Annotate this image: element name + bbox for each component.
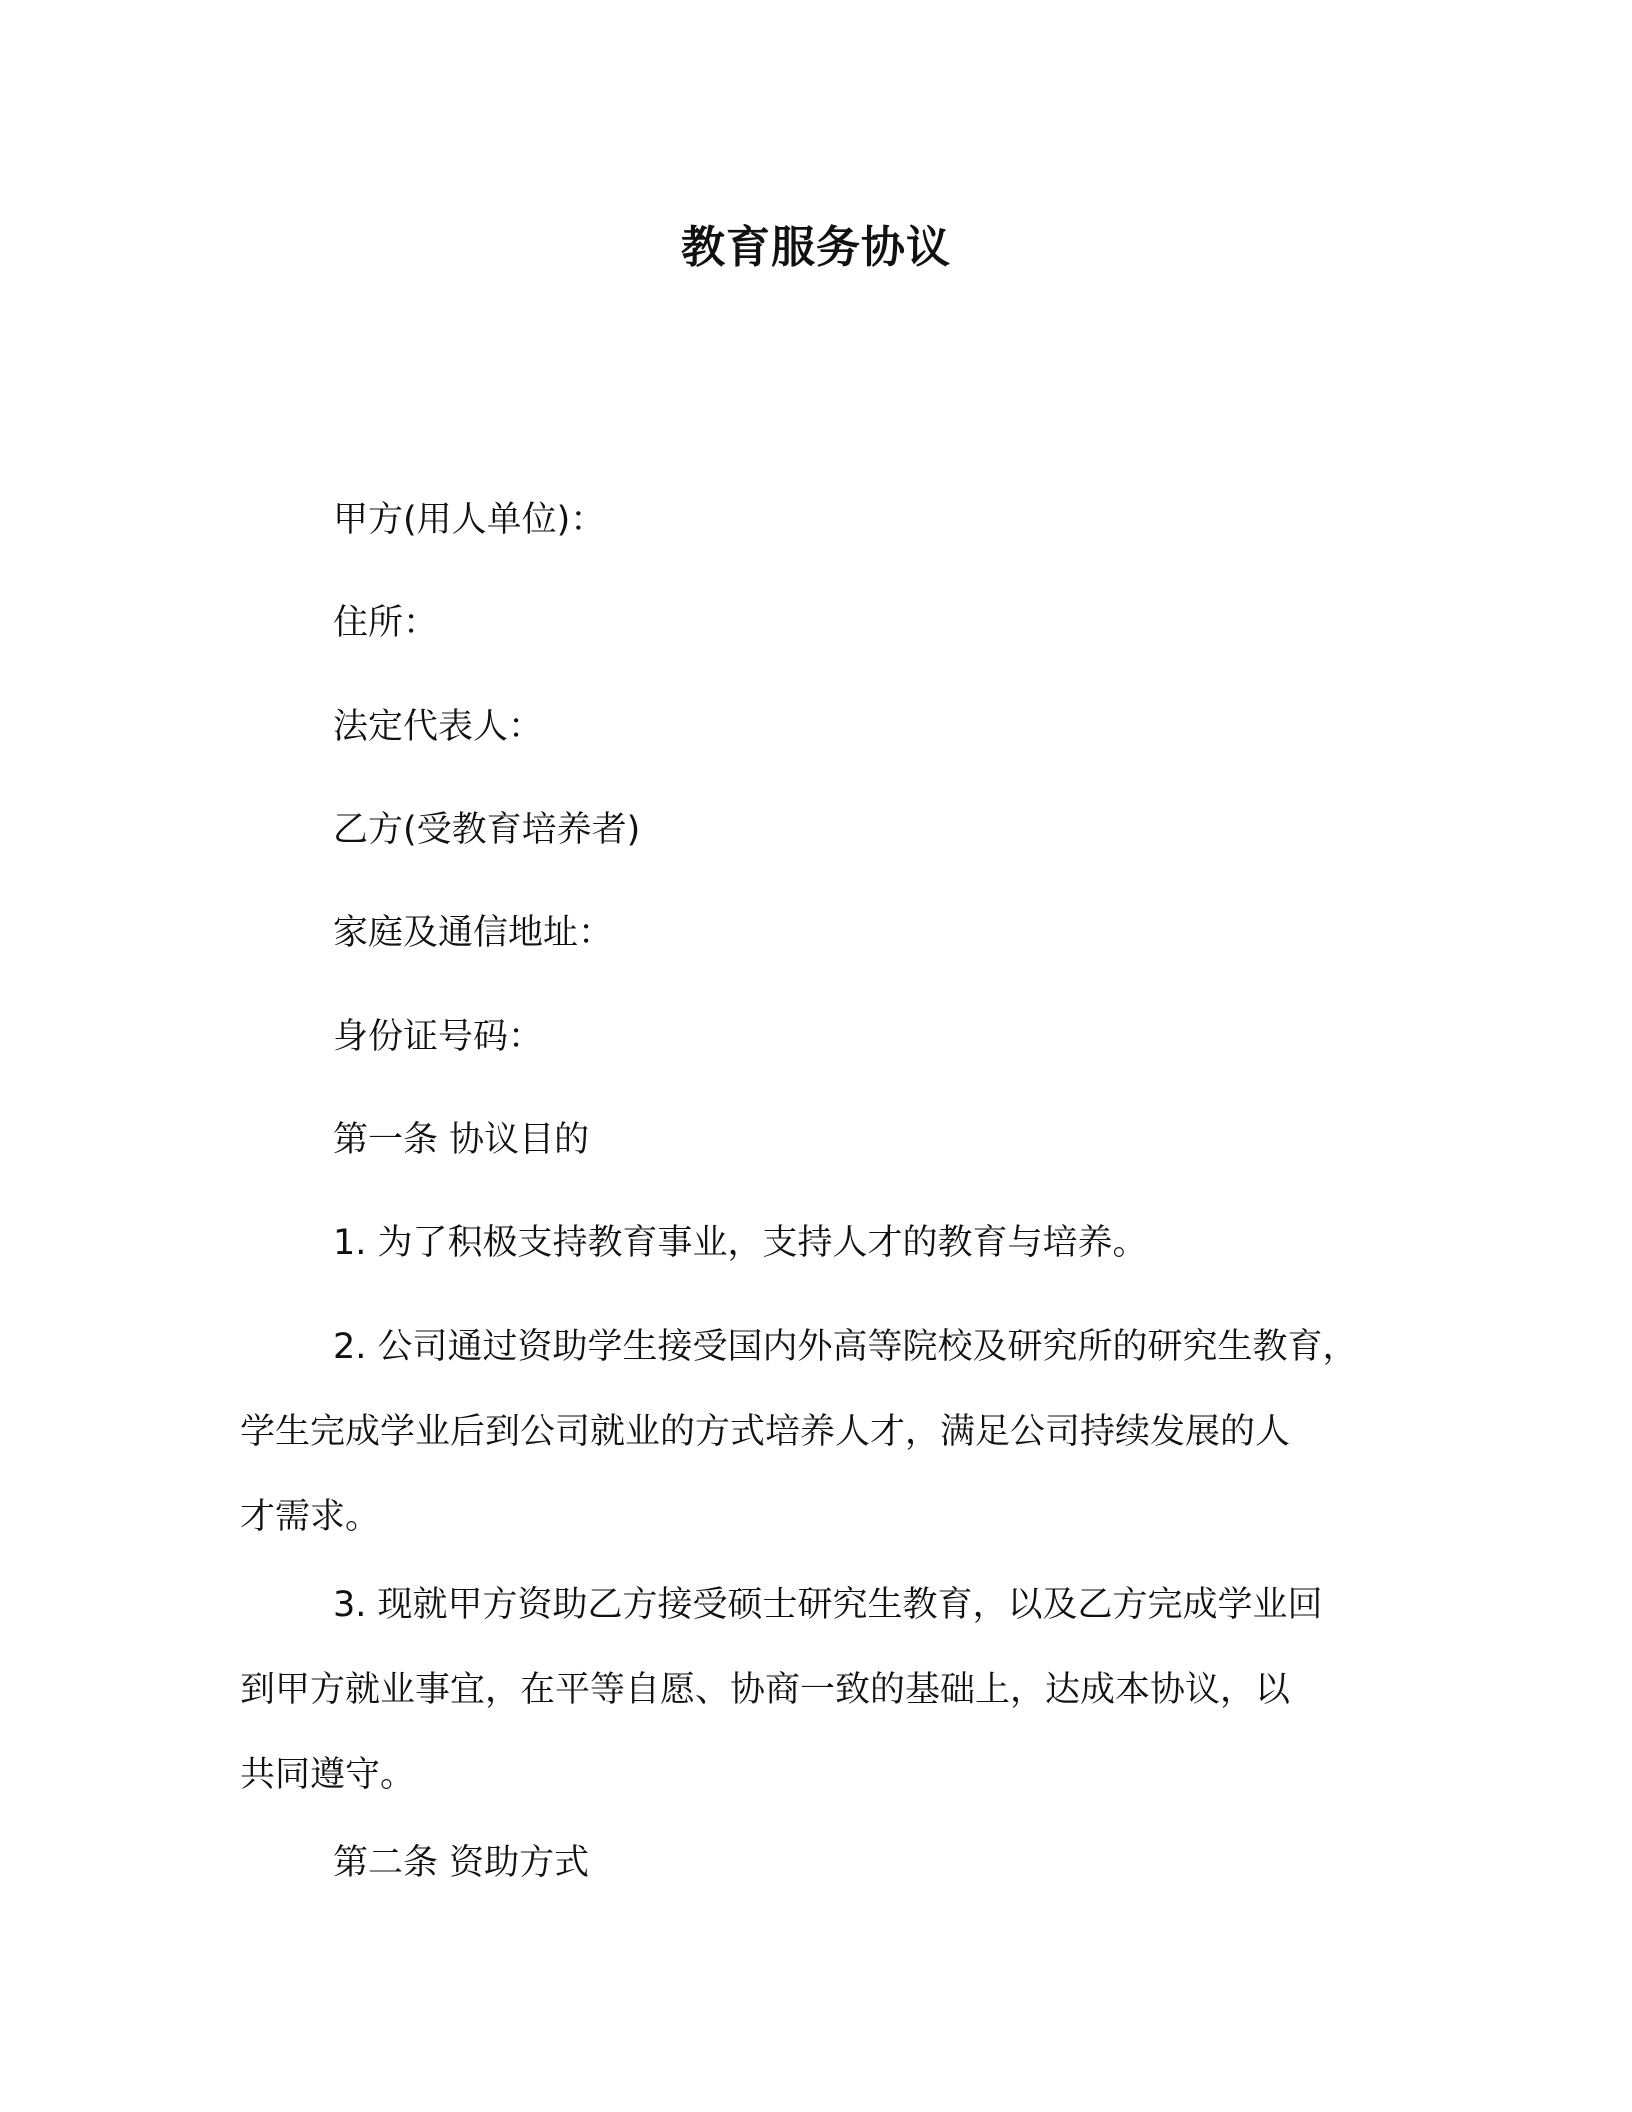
paragraph-line: 学生完成学业后到公司就业的方式培养人才，满足公司持续发展的人 xyxy=(240,1412,1291,1452)
party-a-field: 甲方(用人单位)： xyxy=(333,500,606,540)
paragraph-line: 共同遵守。 xyxy=(240,1755,416,1795)
document-title: 教育服务协议 xyxy=(681,222,951,273)
paragraph-line: 才需求。 xyxy=(240,1497,381,1537)
article-2-heading: 第二条 资助方式 xyxy=(333,1843,590,1883)
article-1-item-3 xyxy=(240,1580,1400,1835)
article-1-heading: 第一条 协议目的 xyxy=(333,1120,590,1160)
legal-representative-field: 法定代表人： xyxy=(333,707,544,747)
paragraph-line: 2. 公司通过资助学生接受国内外高等院校及研究所的研究生教育， xyxy=(333,1327,1358,1367)
paragraph-line: 3. 现就甲方资助乙方接受硕士研究生教育，以及乙方完成学业回 xyxy=(333,1585,1323,1625)
id-number-field: 身份证号码： xyxy=(333,1017,544,1057)
home-address-field: 家庭及通信地址： xyxy=(333,913,614,953)
party-b-field: 乙方(受教育培养者) xyxy=(333,810,641,850)
address-field: 住所： xyxy=(333,603,439,643)
paragraph-line: 到甲方就业事宜，在平等自愿、协商一致的基础上，达成本协议，以 xyxy=(240,1670,1291,1710)
article-1-item-2 xyxy=(240,1322,1400,1577)
article-1-item-1: 1. 为了积极支持教育事业，支持人才的教育与培养。 xyxy=(333,1223,1148,1263)
